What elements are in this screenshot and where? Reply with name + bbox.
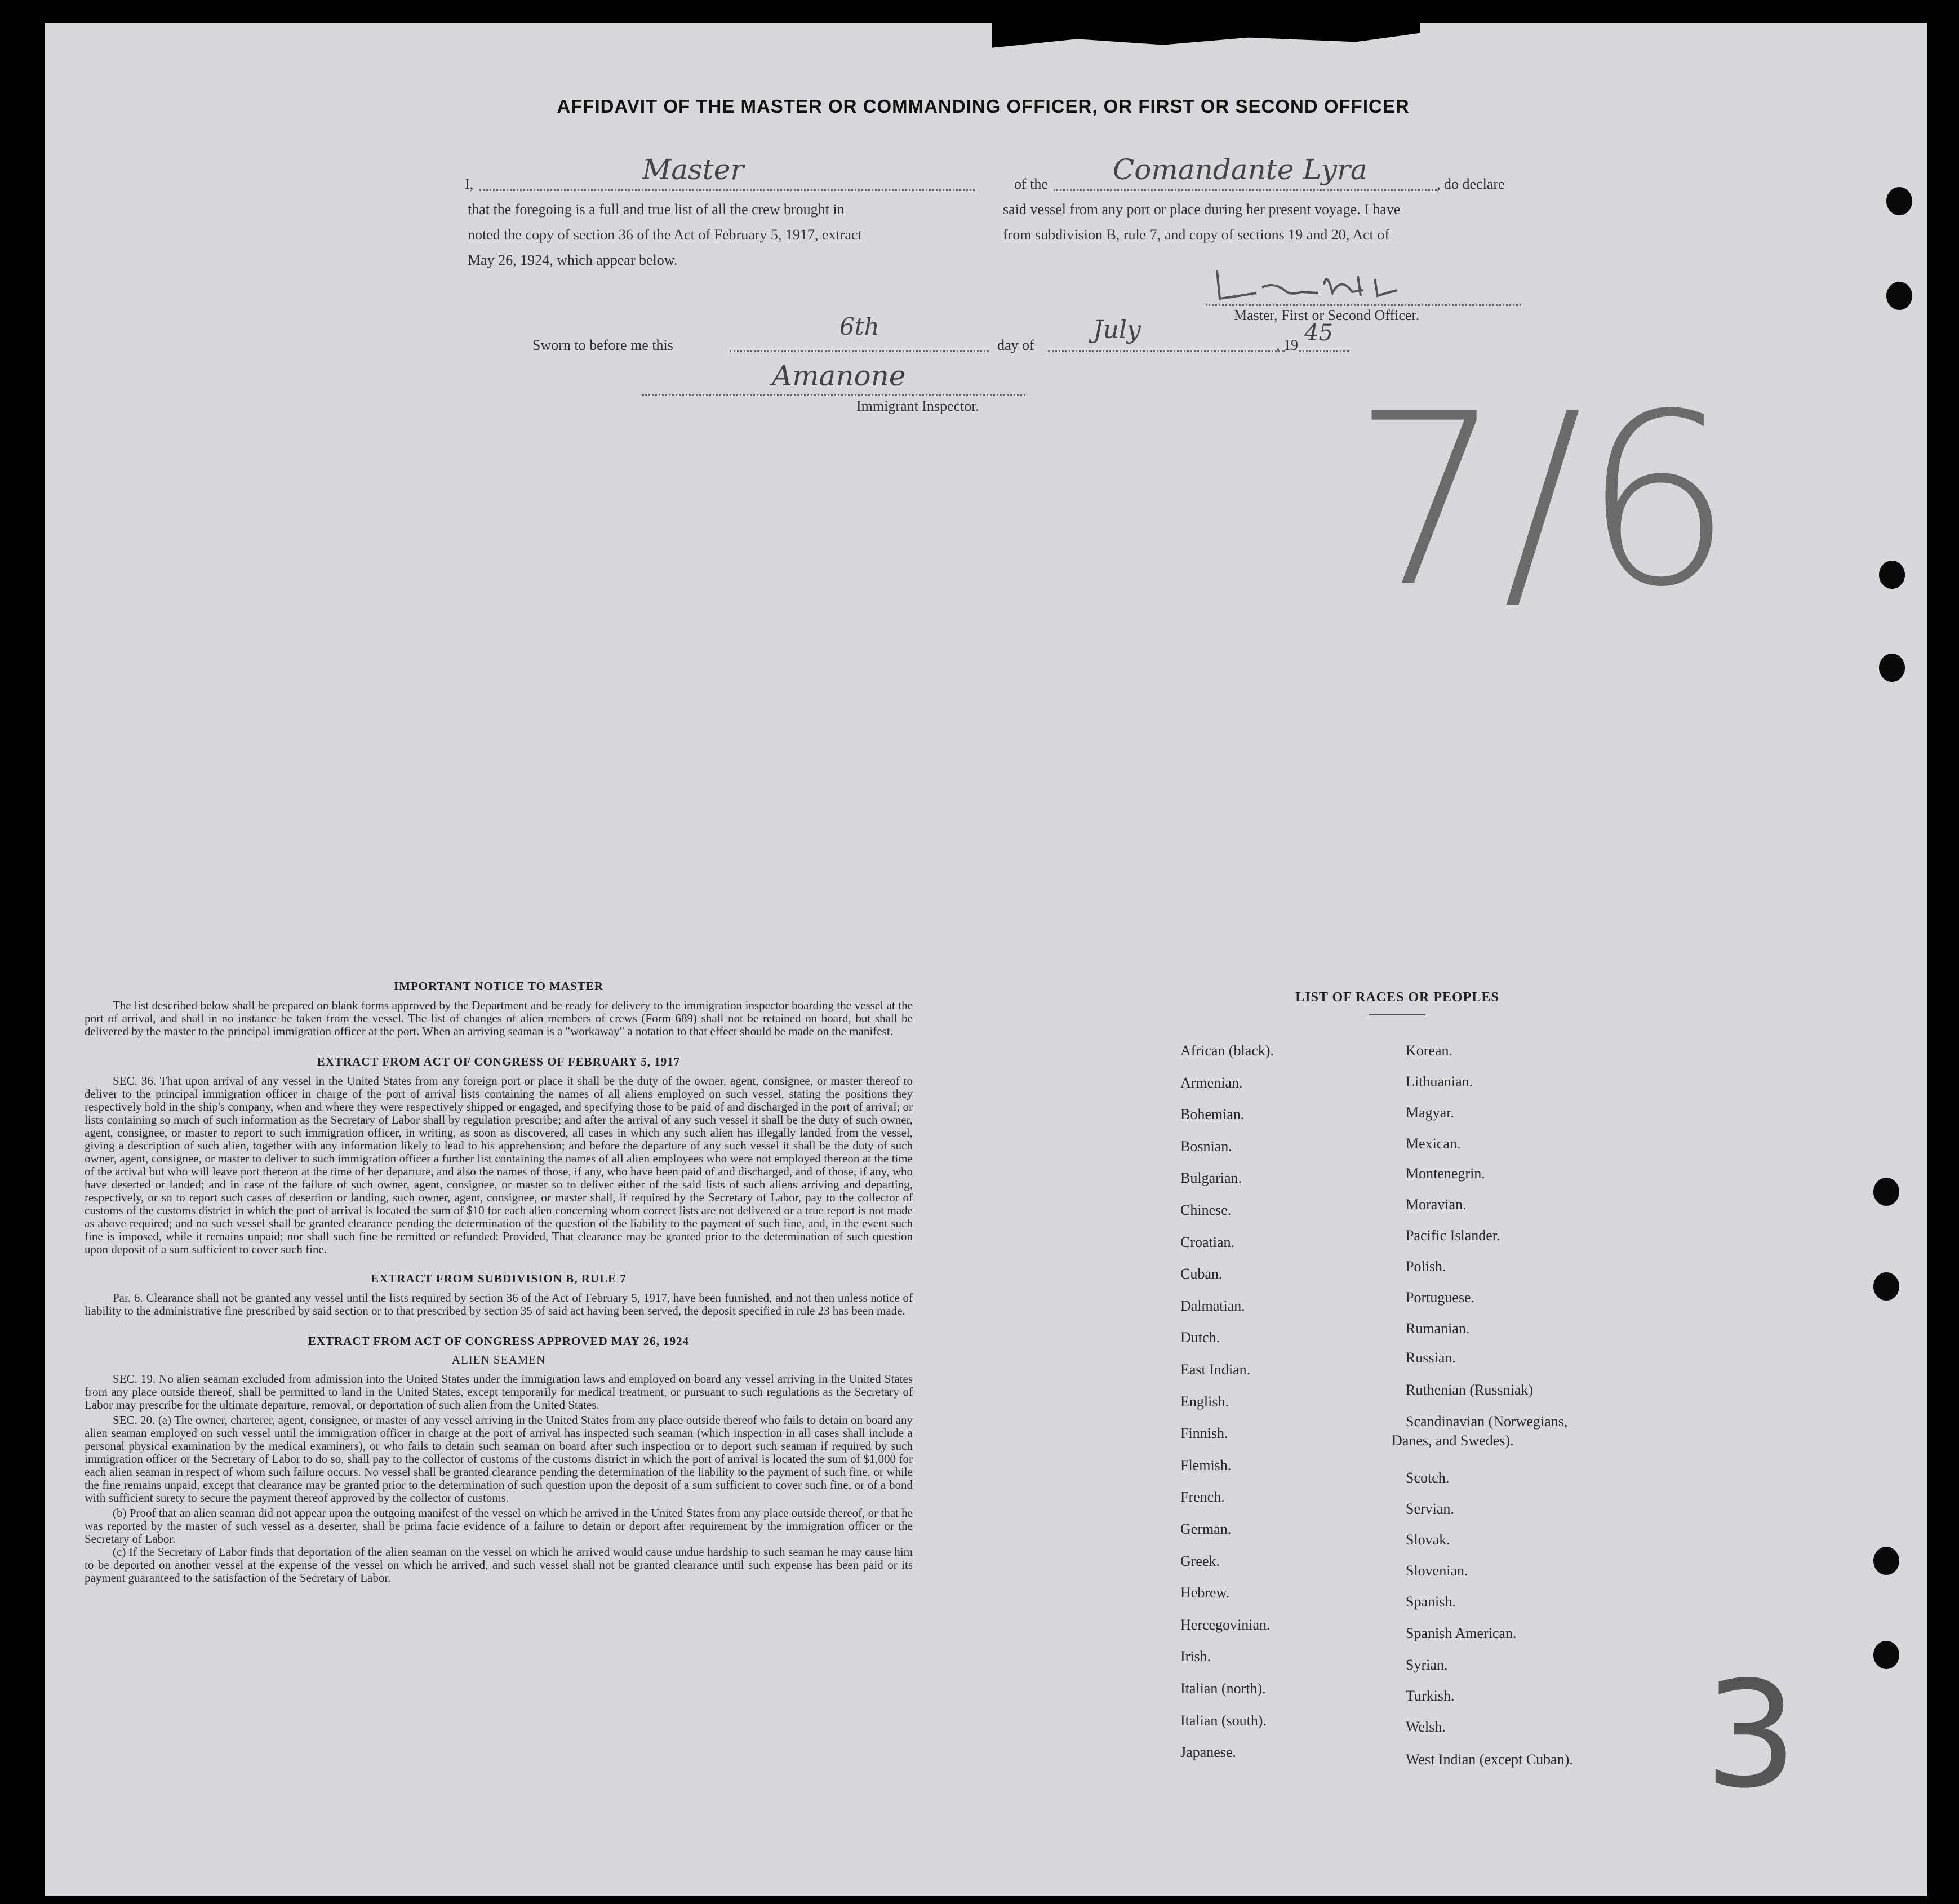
race-item: Servian. — [1406, 1501, 1454, 1517]
extract-rule7-body: Par. 6. Clearance shall not be granted any vessel until the lists required by section 36 of the Act of February 5, 1917, have been furnished, and not then unless notice of liability to the administrative fine prescribed by said section or to that prescribed by section 35 of said act having been served, the deposit specified in rule 23 has been made. — [85, 1291, 913, 1317]
races-title: LIST OF RACES OR PEOPLES — [1295, 990, 1499, 1005]
notice-body: The list described below shall be prepared on blank forms approved by the Department and be ready for delivery to the immigration inspector boarding the vessel at the port of arrival, and shall in no instance be taken from the vessel. The list of changes of alien members of crews (Form 689) shall not be retained on board, but shall be delivered by the master to the principal immigration officer at the port. When an arriving seaman is a "workaway" a notation to that effect should be made on the manifest. — [85, 998, 913, 1038]
race-item: Korean. — [1406, 1042, 1453, 1059]
extract-1917-title: EXTRACT FROM ACT OF CONGRESS OF FEBRUARY 5, 1917 — [317, 1055, 681, 1068]
affidavit-line-2b: said vessel from any port or place during her present voyage. I have — [1003, 201, 1401, 218]
race-item: Syrian. — [1406, 1657, 1448, 1673]
sworn-day-of: day of — [997, 337, 1034, 353]
race-item: French. — [1180, 1489, 1225, 1506]
race-item: Chinese. — [1180, 1202, 1232, 1218]
race-item: Russian. — [1406, 1350, 1456, 1366]
handwritten-annotation: 7/6 — [1352, 363, 1733, 639]
race-item: West Indian (except Cuban). — [1406, 1751, 1573, 1768]
race-item: Polish. — [1406, 1258, 1446, 1275]
inspector-signature: Amanone — [772, 360, 906, 392]
affidavit-of-the: of the — [1014, 176, 1048, 192]
race-item: Armenian. — [1180, 1074, 1243, 1091]
inspector-line — [642, 394, 1025, 396]
race-item: Flemish. — [1180, 1457, 1232, 1474]
handwritten-role: Master — [642, 153, 744, 186]
sec20c-body: (c) If the Secretary of Labor finds that deportation of the alien seaman on the vessel on which he arrived would cause undue hardship to such seaman he may cause him to be deported on another vessel at the expense of the vessel on which he arrived, and such vessel shall not be granted clearance until such expense has been paid or its payment guaranteed to the satisfaction of the Secretary of Labor. — [85, 1545, 913, 1585]
race-item: Turkish. — [1406, 1688, 1455, 1704]
race-item: Bulgarian. — [1180, 1170, 1242, 1187]
race-item: Italian (south). — [1180, 1712, 1267, 1729]
vessel-field-line — [1054, 189, 1437, 191]
race-item: Scotch. — [1406, 1470, 1450, 1486]
race-item: Slovenian. — [1406, 1563, 1468, 1579]
race-item: Moravian. — [1406, 1196, 1467, 1213]
extract-1917-body: SEC. 36. That upon arrival of any vessel in the United States from any foreign port or place it shall be the duty of the owner, agent, consignee, or master thereof to deliver to the principal immigration officer in charge of the port of arrival lists containing the names of all aliens employed on such vessel, stating the positions they respectively hold in the ship's company, when and where they were respectively shipped or engaged, and specifying those to be paid of and discharged in the port of arrival; or lists containing so much of such information as the Secretary of Labor shall by regulation prescribe; and after the arrival of any such vessel it shall be the duty of such owner, agent, consignee, or master to report to such immigration officer, in writing, as soon as discovered, all cases in which any such alien has illegally landed from the vessel, giving a description of such alien, together with any information likely to lead to his apprehension; and before the departure of any such vessel it shall be the duty of such owner, agent, consignee, or master to deliver to such immigration officer a further list containing the names of all alien employees who were not employed thereon at the time of the arrival but who will leave port thereon at the time of her departure, and also the names of those, if any, who have been paid of and discharged, and of those, if any, who have deserted or landed; and in case of the failure of such owner, agent, consignee, or master so to deliver either of the said lists of such aliens arriving and departing, respectively, or so to report such cases of desertion or landing, such owner, agent, consignee, or master shall, if required by the Secretary of Labor, pay to the collector of customs of the customs district in which the port of arrival is located the sum of $10 for each alien concerning whom correct lists are not delivered or a true report is not made as above required; and no such vessel shall be granted clearance pending the determination of the question of the liability to the payment of such fine, and, in the event such fine is imposed, while it remains unpaid; nor shall such fine be remitted or refunded: Provided, That clearance may be granted prior to the determination of such question upon deposit of a sum sufficient to cover such fine. — [85, 1074, 913, 1256]
sworn-prefix: Sworn to before me this — [532, 337, 673, 353]
punch-hole — [1886, 187, 1912, 215]
race-item: Hercegovinian. — [1180, 1616, 1271, 1633]
race-item: Italian (north). — [1180, 1680, 1266, 1697]
race-item: African (black). — [1180, 1042, 1274, 1059]
handwritten-month: July — [1093, 316, 1141, 344]
race-item: Bohemian. — [1180, 1106, 1245, 1123]
notice-title: IMPORTANT NOTICE TO MASTER — [393, 979, 604, 993]
race-item: Finnish. — [1180, 1425, 1228, 1442]
race-item: Dalmatian. — [1180, 1297, 1245, 1314]
role-field-line — [479, 189, 975, 191]
race-item: Japanese. — [1180, 1744, 1236, 1761]
race-item: Scandinavian (Norwegians, — [1406, 1413, 1568, 1430]
handwritten-day: 6th — [839, 313, 879, 340]
page-number: 3 — [1704, 1650, 1798, 1821]
race-item: English. — [1180, 1393, 1229, 1410]
race-item: Mexican. — [1406, 1135, 1461, 1152]
race-item: Irish. — [1180, 1648, 1211, 1665]
document-page — [45, 23, 1927, 1896]
signature-line — [1206, 304, 1521, 306]
race-item: East Indian. — [1180, 1361, 1251, 1378]
sworn-year-prefix: , 19 — [1276, 337, 1298, 353]
inspector-caption: Immigrant Inspector. — [856, 398, 980, 414]
race-item: Hebrew. — [1180, 1585, 1230, 1601]
sworn-day-line — [730, 350, 989, 352]
sworn-month-line — [1048, 350, 1285, 352]
affidavit-line-4: May 26, 1924, which appear below. — [468, 252, 678, 268]
punch-hole — [1879, 654, 1905, 682]
sec20b-body: (b) Proof that an alien seaman did not appear upon the outgoing manifest of the vessel on which he arrived in the United States from any place outside thereof, or that he was reported by the master of such vessel as a deserter, shall be prima facie evidence of a failure to detain or deport after requirement by the immigration officer or the Secretary of Labor. — [85, 1506, 913, 1546]
sec19-body: SEC. 19. No alien seaman excluded from admission into the United States under the immigration laws and employed on board any vessel arriving in the United States from any place outside thereof, shall be permitted to land in the United States, except temporarily for medical treatment, or pursuant to such regulations as the Secretary of Labor may prescribe for the ultimate departure, removal, or deportation of such alien from the United States. — [85, 1372, 913, 1412]
race-item: Spanish. — [1406, 1594, 1456, 1610]
race-item: Greek. — [1180, 1552, 1220, 1569]
sec20a-body: SEC. 20. (a) The owner, charterer, agent, consignee, or master of any vessel arriving in the United States from any place outside thereof who fails to detain on board any alien seaman employed on such vessel until the immigration officer in charge at the port of arrival has inspected such seaman (which inspection in all cases shall include a personal physical examination by the medical examiners), or who fails to detain such seaman on board after such inspection or to deport such seaman if required by such immigration officer or the Secretary of Labor to do so, shall pay to the collector of customs of the customs district in which the port of arrival is located the sum of $1,000 for each alien seaman in respect of whom such failure occurs. No vessel shall be granted clearance pending the determination of the liability to the payment of such fine, or while the fine remains unpaid, except that clearance may be granted prior to the determination of such question upon the deposit of a sum sufficient to cover such fine, or of a bond with sufficient surety to secure the payment thereof approved by the collector of customs. — [85, 1413, 913, 1504]
signature-caption: Master, First or Second Officer. — [1234, 307, 1420, 323]
race-item: Welsh. — [1406, 1719, 1446, 1735]
notice-column — [85, 979, 913, 1585]
handwritten-vessel-name: Comandante Lyra — [1113, 153, 1367, 186]
handwritten-year: 45 — [1304, 320, 1333, 346]
race-item: Portuguese. — [1406, 1289, 1475, 1306]
punch-hole — [1879, 561, 1905, 589]
affidavit-declare: , do declare — [1437, 176, 1505, 192]
affidavit-line-3a: noted the copy of section 36 of the Act of February 5, 1917, extract — [468, 227, 862, 243]
punch-hole — [1873, 1547, 1899, 1575]
affidavit-line-3b: from subdivision B, rule 7, and copy of sections 19 and 20, Act of — [1003, 227, 1390, 243]
punch-hole — [1873, 1641, 1899, 1669]
race-item: Montenegrin. — [1406, 1165, 1485, 1182]
race-item: German. — [1180, 1521, 1232, 1537]
race-item: Lithuanian. — [1406, 1073, 1473, 1090]
punch-hole — [1873, 1178, 1899, 1206]
extract-rule7-title: EXTRACT FROM SUBDIVISION B, RULE 7 — [371, 1272, 627, 1285]
master-signature — [1206, 265, 1431, 310]
extract-1924-title: EXTRACT FROM ACT OF CONGRESS APPROVED MAY 26, 1924 — [308, 1334, 690, 1348]
race-item: Spanish American. — [1406, 1625, 1517, 1641]
race-item: Croatian. — [1180, 1233, 1235, 1250]
race-item: Rumanian. — [1406, 1320, 1470, 1337]
punch-hole — [1873, 1272, 1899, 1301]
race-item: Magyar. — [1406, 1104, 1454, 1121]
race-item: Slovak. — [1406, 1532, 1450, 1548]
race-item: Danes, and Swedes). — [1392, 1432, 1514, 1449]
race-item: Cuban. — [1180, 1266, 1223, 1282]
punch-hole — [1886, 282, 1912, 310]
alien-seamen-subtitle: ALIEN SEAMEN — [451, 1353, 546, 1366]
race-item: Dutch. — [1180, 1329, 1220, 1346]
affidavit-i-prefix: I, — [465, 176, 474, 192]
sworn-year-line — [1299, 350, 1349, 352]
affidavit-line-2a: that the foregoing is a full and true list of all the crew brought in — [468, 201, 845, 218]
race-item: Ruthenian (Russniak) — [1406, 1382, 1534, 1398]
races-title-rule — [1369, 1014, 1425, 1015]
affidavit-title: AFFIDAVIT OF THE MASTER OR COMMANDING OFFICER, OR FIRST OR SECOND OFFICER — [557, 96, 1410, 117]
race-item: Pacific Islander. — [1406, 1227, 1500, 1244]
race-item: Bosnian. — [1180, 1138, 1232, 1155]
